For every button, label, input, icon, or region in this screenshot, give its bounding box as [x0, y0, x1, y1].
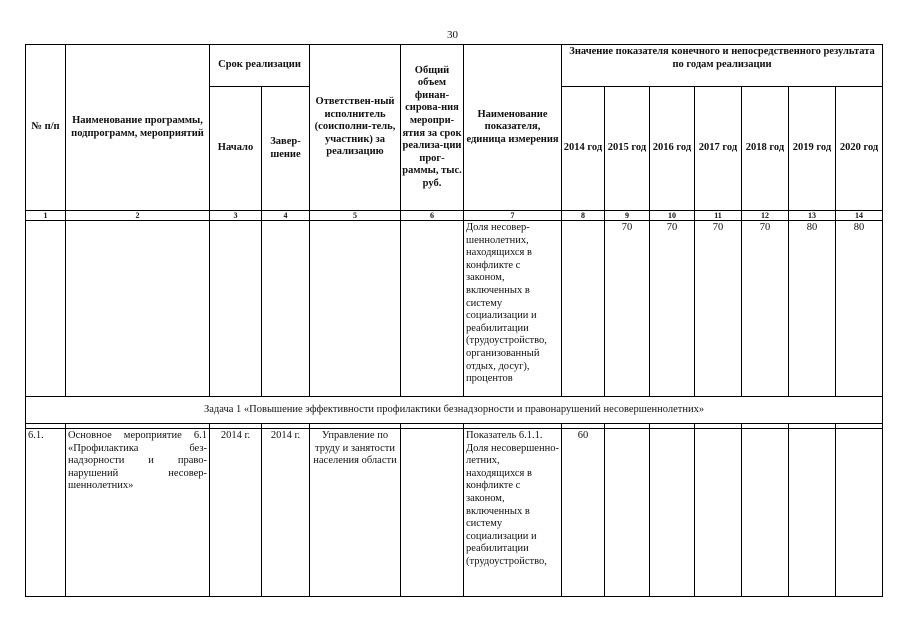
- header-row-1: [26, 45, 883, 87]
- cell-indicator: Доля несовер-шеннолетних, находящихся в конфликте с законом, включенных в систему социализации и реабилитации (трудоустройство, организованный отдых, досуг), процентов: [464, 221, 562, 397]
- column-number: 11: [695, 211, 742, 221]
- cell-start: 2014 г.: [210, 429, 262, 597]
- header-year: 2015 год: [605, 87, 650, 211]
- cell-indicator: Показатель 6.1.1. Доля несовершенно-летних, находящихся в конфликте с законом, включенных в систему социализации и реабилитации (трудоустройство,: [464, 429, 562, 597]
- cell-end: 2014 г.: [262, 429, 310, 597]
- column-number: 4: [262, 211, 310, 221]
- page-number: 30: [447, 29, 458, 41]
- header-year: 2017 год: [695, 87, 742, 211]
- cell-funding: [401, 221, 464, 397]
- column-number: 5: [310, 211, 401, 221]
- header-year: 2019 год: [789, 87, 836, 211]
- column-number: 2: [66, 211, 210, 221]
- cell-value: [605, 429, 650, 597]
- column-number: 1: [26, 211, 66, 221]
- cell-value: 80: [789, 221, 836, 397]
- cell-start: [210, 221, 262, 397]
- header-year: 2016 год: [650, 87, 695, 211]
- header-responsible: Ответствен-ный исполнитель (соисполни-тель, участник) за реализацию: [310, 45, 401, 211]
- cell-value: 70: [742, 221, 789, 397]
- cell-value: [650, 429, 695, 597]
- header-year: 2018 год: [742, 87, 789, 211]
- cell-name: Основное мероприятие 6.1 «Профилактика без-надзорности и право-нарушений несовер-шеннолетних»: [66, 429, 210, 597]
- header-term: Срок реализации: [210, 45, 310, 87]
- table-row: [26, 221, 883, 397]
- header-year: 2020 год: [836, 87, 883, 211]
- header-year: 2014 год: [562, 87, 605, 211]
- header-values: Значение показателя конечного и непосредственного результата по годам реализации: [562, 45, 883, 87]
- cell-value: 70: [605, 221, 650, 397]
- cell-value: 70: [650, 221, 695, 397]
- column-number: 6: [401, 211, 464, 221]
- header-num: № п/п: [26, 45, 66, 211]
- cell-num: 6.1.: [26, 429, 66, 597]
- cell-value: [836, 429, 883, 597]
- cell-value: 70: [695, 221, 742, 397]
- cell-num: [26, 221, 66, 397]
- header-end: Завер-шение: [262, 87, 310, 211]
- cell-value: [695, 429, 742, 597]
- column-number: 8: [562, 211, 605, 221]
- cell-value: [562, 221, 605, 397]
- cell-responsible: [310, 221, 401, 397]
- column-number: 10: [650, 211, 695, 221]
- column-number: 13: [789, 211, 836, 221]
- header-indicator: Наименование показателя, единица измерения: [464, 45, 562, 211]
- cell-funding: [401, 429, 464, 597]
- program-table: [25, 44, 883, 597]
- cell-value: [789, 429, 836, 597]
- cell-responsible: Управление по труду и занятости населения области: [310, 429, 401, 597]
- column-number: 3: [210, 211, 262, 221]
- cell-name: [66, 221, 210, 397]
- task-title: Задача 1 «Повышение эффективности профилактики безнадзорности и правонарушений несовершеннолетних»: [26, 397, 883, 424]
- column-number: 9: [605, 211, 650, 221]
- cell-end: [262, 221, 310, 397]
- cell-value: 60: [562, 429, 605, 597]
- header-name: Наименование программы, подпрограмм, мероприятий: [66, 45, 210, 211]
- column-number: 7: [464, 211, 562, 221]
- cell-value: [742, 429, 789, 597]
- column-number: 12: [742, 211, 789, 221]
- header-funding: Общий объем финан-сирова-ния меропри-ятия за срок реализа-ции прог-раммы, тыс. руб.: [401, 45, 464, 211]
- task-row: [26, 397, 883, 424]
- cell-value: 80: [836, 221, 883, 397]
- header-start: Начало: [210, 87, 262, 211]
- column-number: 14: [836, 211, 883, 221]
- column-number-row: [26, 211, 883, 221]
- table-row: [26, 429, 883, 597]
